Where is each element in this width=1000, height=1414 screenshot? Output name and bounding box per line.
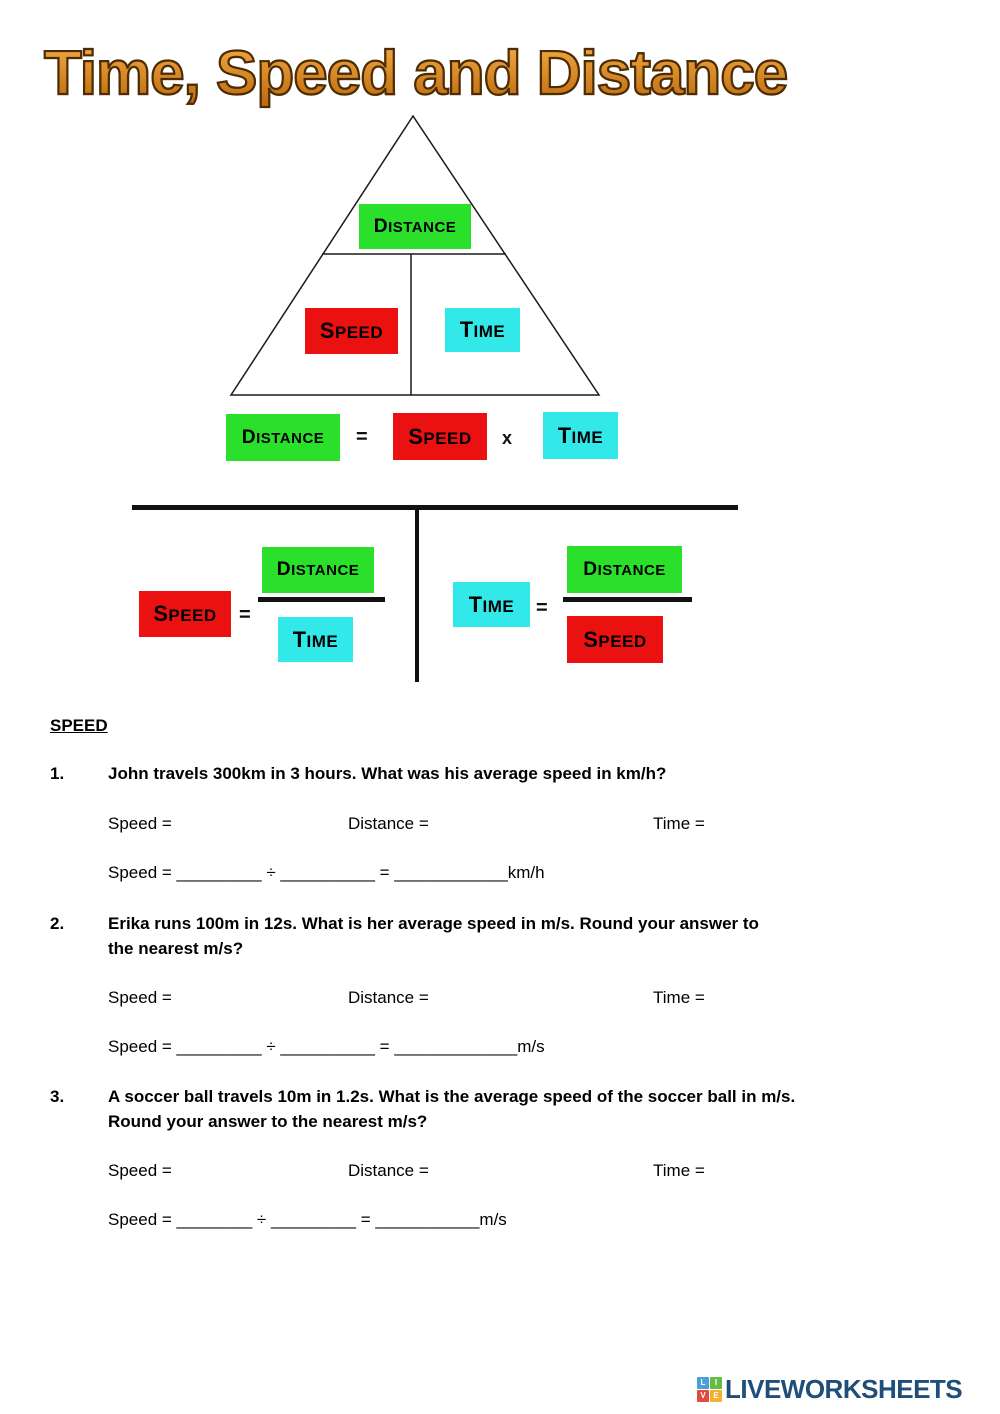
q2-answer-line[interactable]: Speed = _________ ÷ __________ = _____________m/s: [108, 1037, 545, 1056]
time-formula-lhs-label: TIME: [468, 591, 515, 617]
product-speed-label: SPEED: [408, 423, 472, 449]
triangle-distance-box: [359, 204, 471, 249]
speed-formula-denominator-box: [278, 617, 353, 662]
multiply-sign: x: [502, 428, 513, 448]
question-1-text: John travels 300km in 3 hours. What was his average speed in km/h?: [108, 764, 667, 783]
question-3-number: 3.: [50, 1087, 65, 1106]
section-header-speed: SPEED: [50, 716, 108, 735]
triangle-time-box: [445, 308, 520, 352]
q3-speed-label: Speed =: [108, 1161, 172, 1180]
speed-formula-numerator-box: [262, 547, 374, 593]
product-distance-label: DISTANCE: [241, 426, 325, 448]
brand-wordmark: LIVEWORKSHEETS: [725, 1374, 963, 1404]
logo-cell-v: V: [697, 1390, 709, 1402]
section-divider-vertical: [415, 505, 419, 682]
question-1-number: 1.: [50, 764, 65, 783]
question-3-text-line2: Round your answer to the nearest m/s?: [108, 1112, 428, 1131]
question-2-text-line2: the nearest m/s?: [108, 939, 244, 958]
q3-answer-line[interactable]: Speed = ________ ÷ _________ = ___________m/s: [108, 1210, 507, 1229]
section-divider-horizontal: [132, 505, 738, 510]
q1-answer-line[interactable]: Speed = _________ ÷ __________ = ____________km/h: [108, 863, 545, 882]
time-formula-numerator-box: [567, 546, 682, 593]
q3-time-label: Time =: [653, 1161, 705, 1180]
speed-formula-numerator-label: DISTANCE: [276, 559, 360, 580]
time-formula-denominator-label: SPEED: [583, 626, 647, 652]
q3-distance-label: Distance =: [348, 1161, 429, 1180]
speed-formula-denominator-label: TIME: [292, 626, 339, 652]
question-3-text-line1: A soccer ball travels 10m in 1.2s. What is the average speed of the soccer ball in m/s.: [108, 1087, 796, 1106]
speed-formula-lhs-label: SPEED: [153, 601, 217, 626]
time-formula-numerator-label: DISTANCE: [583, 558, 666, 580]
speed-fraction-bar: [258, 597, 385, 602]
question-2-text-line1: Erika runs 100m in 12s. What is her average speed in m/s. Round your answer to: [108, 914, 759, 933]
q2-time-label: Time =: [653, 988, 705, 1007]
triangle-speed-label: SPEED: [319, 318, 384, 343]
triangle-distance-label: DISTANCE: [373, 215, 457, 237]
time-formula-denominator-box: [567, 616, 663, 663]
time-formula-equals-sign: =: [536, 597, 548, 619]
logo-cell-e: E: [710, 1390, 722, 1402]
speed-formula-equals-sign: =: [239, 604, 251, 626]
q1-distance-label: Distance =: [348, 814, 429, 833]
q2-speed-label: Speed =: [108, 988, 172, 1007]
product-distance-box: [226, 414, 340, 461]
speed-formula-lhs-box: [139, 591, 231, 637]
liveworksheets-logo[interactable]: [697, 1376, 962, 1402]
formula-triangle-diagram: [225, 112, 605, 400]
question-2-number: 2.: [50, 914, 65, 933]
triangle-time-label: TIME: [459, 317, 506, 342]
product-time-box: [543, 412, 618, 459]
triangle-outline: [231, 116, 599, 395]
product-equals-sign: =: [356, 426, 368, 448]
triangle-speed-box: [305, 308, 398, 354]
time-fraction-bar: [563, 597, 692, 602]
product-time-label: TIME: [557, 422, 604, 448]
product-speed-box: [393, 413, 487, 460]
logo-grid-icon: [697, 1377, 722, 1402]
logo-cell-l: L: [697, 1377, 709, 1389]
logo-cell-i: I: [710, 1377, 722, 1389]
q1-speed-label: Speed =: [108, 814, 172, 833]
page-title: Time, Speed and Distance: [44, 38, 874, 108]
q2-distance-label: Distance =: [348, 988, 429, 1007]
time-formula-lhs-box: [453, 582, 530, 627]
q1-time-label: Time =: [653, 814, 705, 833]
